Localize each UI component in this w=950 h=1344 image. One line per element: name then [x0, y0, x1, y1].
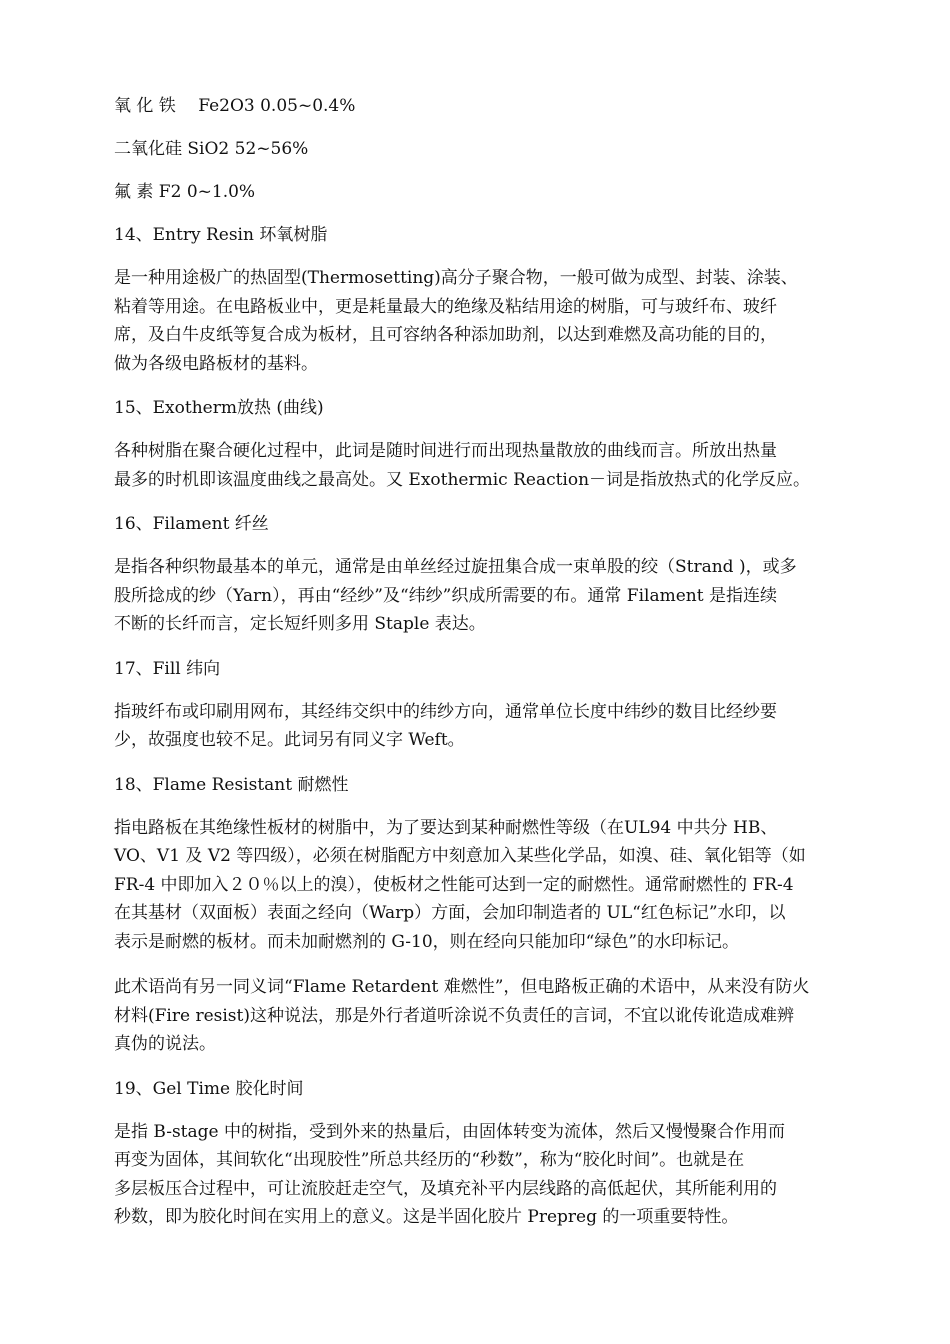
paragraph-line: 在其基材（双面板）表面之经向（Warp）方面，会加印制造者的 UL“红色标记”水印，以: [114, 903, 786, 923]
paragraph-line: 是指 B-stage 中的树指，受到外来的热量后，由固体转变为流体，然后又慢慢聚合作用而: [114, 1121, 785, 1142]
term-paragraph: [114, 553, 860, 639]
paragraph-line: 材料(Fire resist)这种说法，那是外行者道听涂说不负责任的言词，不宜以讹传讹造成难辨: [114, 1005, 794, 1026]
term-paragraph: [114, 437, 860, 494]
term-heading: 16、Filament 纤丝: [114, 514, 269, 534]
terms-list: [114, 222, 860, 1232]
term-paragraph: [114, 698, 860, 755]
term-paragraph: [114, 264, 860, 378]
composition-sio2: 二氧化硅 SiO2 52~56%: [114, 139, 309, 159]
term-paragraph: [114, 814, 860, 957]
paragraph-line: FR-4 中即加入２０％以上的溴），使板材之性能可达到一定的耐燃性。通常耐燃性的 FR-4: [114, 874, 794, 895]
paragraph-line: 是指各种织物最基本的单元，通常是由单丝经过旋扭集合成一束单股的绞（Strand )，或多: [114, 557, 797, 577]
paragraph-line: 席，及白牛皮纸等复合成为板材，且可容纳各种添加助剂，以达到难燃及高功能的目的，: [114, 325, 777, 345]
paragraph-line: 此术语尚有另一同义词“Flame Retardent 难燃性”，但电路板正确的术语中，从来没有防火: [114, 977, 810, 997]
term-heading: 17、Fill 纬向: [114, 658, 221, 679]
paragraph-line: 指电路板在其绝缘性板材的树脂中，为了要达到某种耐燃性等级（在UL94 中共分 HB、: [114, 817, 778, 838]
paragraph-line: 少，故强度也较不足。此词另有同义字 Weft。: [114, 730, 465, 750]
paragraph-line: 表示是耐燃的板材。而未加耐燃剂的 G-10，则在经向只能加印“绿色”的水印标记。: [114, 931, 740, 952]
term-heading: 15、Exotherm放热 (曲线): [114, 398, 324, 418]
paragraph-line: 最多的时机即该温度曲线之最高处。又 Exothermic Reaction－词是指放热式的化学反应。: [114, 469, 811, 490]
paragraph-line: 秒数，即为胶化时间在实用上的意义。这是半固化胶片 Prepreg 的一项重要特性。: [114, 1207, 739, 1227]
term-heading: 18、Flame Resistant 耐燃性: [114, 774, 349, 795]
document-page: [114, 93, 860, 1249]
term-heading: 14、Entry Resin 环氧树脂: [114, 225, 328, 245]
composition-f2: 氟 素 F2 0~1.0%: [114, 182, 256, 202]
term-paragraph: [114, 1118, 860, 1232]
term-heading: 19、Gel Time 胶化时间: [114, 1078, 304, 1099]
paragraph-line: 各种树脂在聚合硬化过程中，此词是随时间进行而出现热量散放的曲线而言。所放出热量: [114, 441, 777, 461]
paragraph-line: 再变为固体，其间软化“出现胶性”所总共经历的“秒数”，称为“胶化时间”。也就是在: [114, 1150, 745, 1170]
paragraph-line: 是一种用途极广的热固型(Thermosetting)高分子聚合物，一般可做为成型、封装、涂装、: [114, 268, 798, 288]
paragraph-line: 多层板压合过程中，可让流胶赶走空气，及填充补平内层线路的高低起伏，其所能利用的: [114, 1178, 777, 1199]
composition-fe2o3: 氧 化 铁 Fe2O3 0.05~0.4%: [114, 96, 356, 116]
term-paragraph: [114, 973, 860, 1059]
paragraph-line: 真伪的说法。: [114, 1034, 216, 1054]
paragraph-line: VO、V1 及 V2 等四级），必须在树脂配方中刻意加入某些化学品，如溴、硅、氧化铝等（如: [114, 846, 806, 866]
paragraph-line: 不断的长纤而言，定长短纤则多用 Staple 表达。: [114, 614, 486, 634]
paragraph-line: 指玻纤布或印刷用网布，其经纬交织中的纬纱方向，通常单位长度中纬纱的数目比经纱要: [114, 701, 777, 722]
paragraph-line: 粘着等用途。在电路板业中，更是耗量最大的绝缘及粘结用途的树脂，可与玻纤布、玻纤: [114, 296, 777, 317]
paragraph-line: 做为各级电路板材的基料。: [114, 353, 318, 374]
paragraph-line: 股所捻成的纱（Yarn），再由“经纱”及“纬纱”织成所需要的布。通常 Filament 是指连续: [114, 585, 777, 606]
